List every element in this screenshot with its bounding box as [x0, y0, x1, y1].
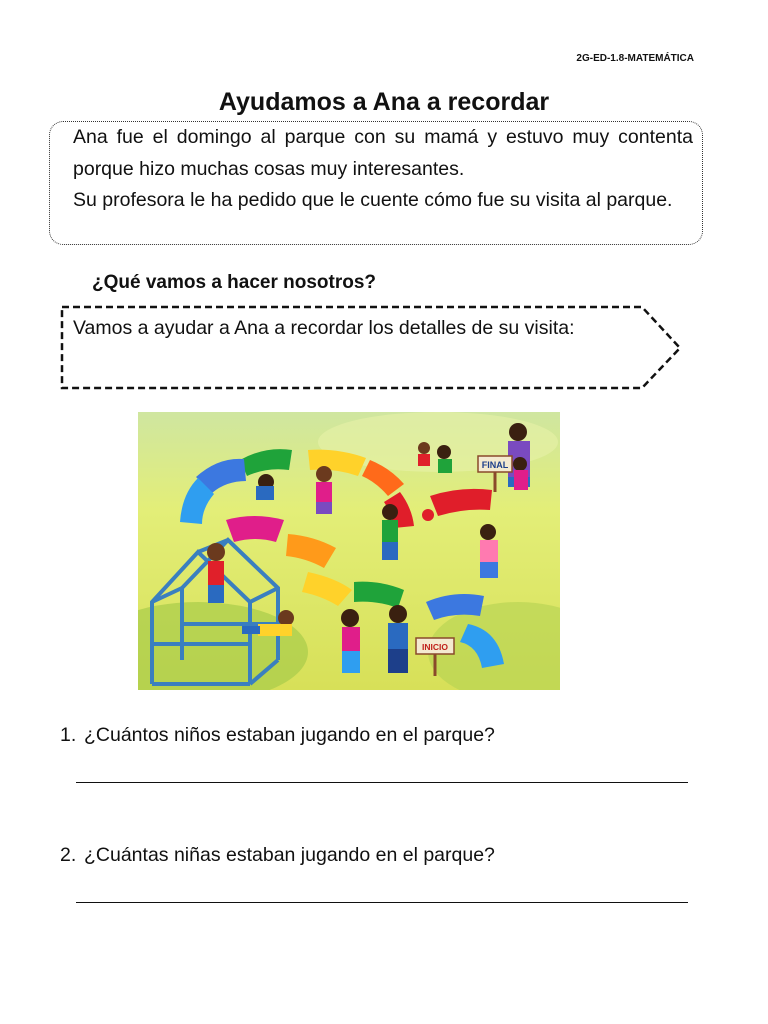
answer-line-2[interactable] — [76, 902, 688, 903]
question-2-text: ¿Cuántas niñas estaban jugando en el parque? — [84, 844, 495, 866]
section-subtitle: ¿Qué vamos a hacer nosotros? — [92, 272, 377, 293]
question-1 — [60, 724, 495, 747]
sign-final-text: FINAL — [481, 460, 509, 470]
intro-text — [73, 122, 693, 217]
task-text: Vamos a ayudar a Ana a recordar los detalles de su visita: — [73, 317, 575, 339]
sign-inicio-text: INICIO — [422, 642, 448, 652]
answer-line-1[interactable] — [76, 782, 688, 783]
question-1-text: ¿Cuántos niños estaban jugando en el parque? — [84, 724, 495, 746]
question-2 — [60, 844, 495, 867]
question-2-number: 2. — [60, 844, 77, 866]
ball — [422, 509, 434, 521]
park-illustration — [138, 412, 560, 690]
path-block-magenta — [226, 516, 284, 542]
intro-paragraph-1: Ana fue el domingo al parque con su mamá y estuvo muy contenta porque hizo muchas cosas muy interesantes. — [73, 126, 693, 180]
course-code: 2G-ED-1.8-MATEMÁTICA — [576, 53, 694, 64]
question-1-number: 1. — [60, 724, 77, 746]
intro-paragraph-2: Su profesora le ha pedido que le cuente cómo fue su visita al parque. — [73, 189, 673, 211]
page-title: Ayudamos a Ana a recordar — [218, 88, 550, 116]
